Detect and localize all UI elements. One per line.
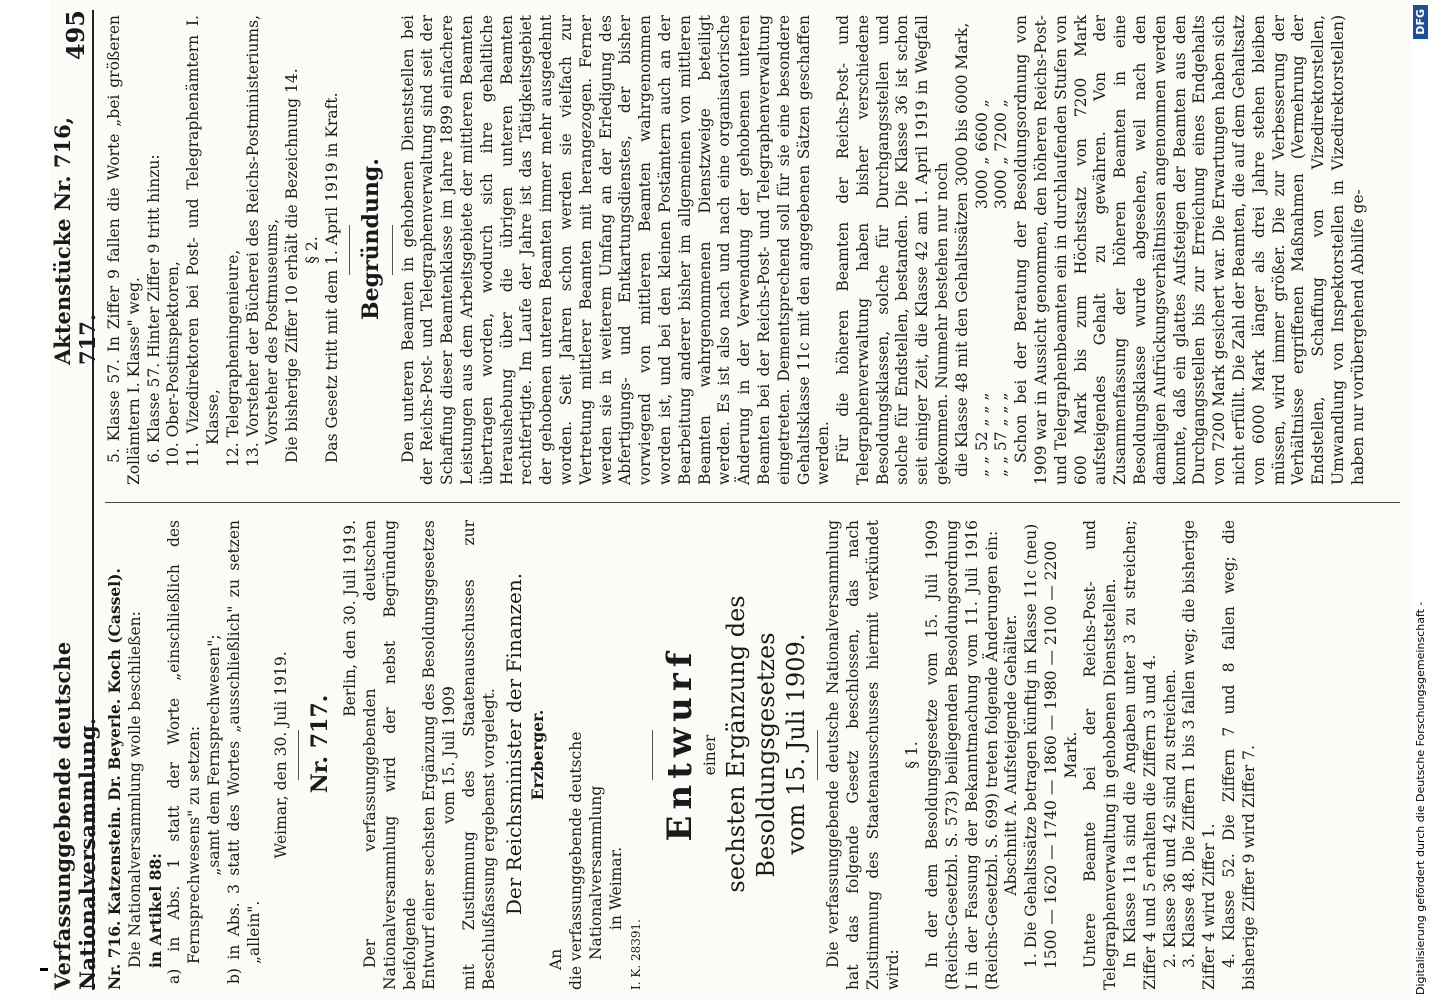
divider-rule: [652, 730, 653, 780]
salary-row-52: [973, 15, 993, 485]
address-line-3: in Weimar.: [606, 846, 625, 930]
subitem-10: 10. Ober-Postinspektoren,: [164, 261, 183, 467]
address-line-2: Nationalversammlung: [586, 785, 605, 960]
scan-mark: [40, 968, 48, 971]
nr716-item-a-quote: „samt dem Fernsprechwesen";: [204, 634, 223, 876]
paragraph-2-text: Das Gesetz tritt mit dem 1. April 1919 in Kraft.: [322, 92, 341, 463]
item-5: 5. Klasse 57. In Ziffer 9 fallen die Worte „bei größeren Zollämtern I. Klasse" weg.: [105, 15, 143, 485]
nr716-artikel: in Artikel 88:: [145, 853, 165, 968]
begruendung-paragraph-2: Für die höheren Beamten der Reichs-Post- und Telegraphenverwaltung haben bisher verschiedene Besoldungsklassen, solche für Durchgangsstellen und solche für Endstellen, bestanden. Die Klasse 36 ist schon seit einiger Zeit, die Klasse 42 am 1. April 1919 in Wegfall gekommen. Nunmehr bestehen nur noch: [834, 15, 952, 485]
document-page: [50, 0, 1410, 1000]
salary-label: „ „ 57 „ „ „: [992, 392, 1011, 477]
subitem-11: 11. Vizedirektoren bei Post- und Telegraphenämtern I. Klasse,: [184, 15, 222, 467]
abschnitt-heading: Abschnitt A. Aufsteigende Gehälter.: [1002, 614, 1021, 896]
law-intro: Die verfassunggebende deutsche Nationalversammlung hat das folgende Gesetz beschlossen, das nach Zustimmung des Staatenausschusses hiermit verkündet wird:: [824, 520, 902, 990]
salary-values: 3000 „ 6600 „: [972, 99, 991, 209]
entwurf-subtitle-1: sechsten Ergänzung des Besoldungsgesetzes: [722, 595, 781, 893]
digitization-note: [1413, 5, 1428, 995]
salary-label: „ „ 52 „ „ „: [972, 392, 991, 477]
header-documents: Aktenstücke Nr. 716, 717.: [50, 116, 100, 366]
nr717-date: Berlin, den 30. Juli 1919.: [341, 520, 360, 717]
nr716-item-b: b) in Abs. 3 statt des Wortes „ausschließlich" zu setzen „allein".: [224, 520, 263, 984]
salary-label: die Klasse 48 mit den Gehaltssätzen: [952, 192, 971, 477]
item-6: 6. Klasse 57. Hinter Ziffer 9 tritt hinzu:: [144, 154, 163, 463]
item-4: 4. Klasse 52. Die Ziffern 7 und 8 fallen weg; die bisherige Ziffer 9 wird Ziffer 7.: [1220, 520, 1258, 990]
page-header: [50, 10, 100, 990]
nr716-date: Weimar, den 30. Juli 1919.: [272, 651, 291, 859]
salary-values: 3000 bis 6000 Mark,: [952, 22, 971, 187]
item-3: 3. Klasse 48. Die Ziffern 1 bis 3 fallen weg; die bisherige Ziffer 4 wird Ziffer 1.: [1180, 520, 1219, 990]
nr716-item-a: a) in Abs. 1 statt der Worte „einschließlich des Fernsprechwesens" zu setzen:: [165, 520, 204, 984]
subitem-13: 13. Vorsteher der Bücherei des Reichs-Postministeriums, Vorsteher des Postmuseums,: [243, 15, 282, 467]
dfg-badge: DFG: [1413, 5, 1428, 39]
subitem-12: 12. Telegrapheningenieure,: [223, 249, 242, 467]
subitem-renumber: Die bisherige Ziffer 10 erhält die Bezeichnung 14.: [283, 68, 302, 463]
nr717-paragraph-3: mit Zustimmung des Staatenausschusses zur Beschlußfassung ergebenst vorgelegt.: [459, 520, 498, 990]
paragraph-2-title: § 2.: [302, 236, 321, 264]
begruendung-paragraph-3: Schon bei der Beratung der Besoldungsordnung von 1909 war in Aussicht genommen, den höheren Reichs-Post- und Telegraphenbeamten ein in durchlaufenden Stufen von 600 Mark bis zum Höchstsatz von 7200 Mark aufsteigendes Gehalt zu gewähren. Von der Zusammenfassung der höheren Beamten in eine Besoldungsklasse wurde abgesehen, weil nach den damaligen Aufrückungsverhältnissen angenommen werden konnte, daß ein glattes Aufsteigen der Beamten aus den Durchgangsstellen bis zur Erreichung eines Endgehalts von 7200 Mark gesichert war. Die Erwartungen haben sich nicht erfüllt. Die Zahl der Beamten, die auf dem Gehaltsatz von 6000 Mark länger als drei Jahre stehen bleiben müssen, wird immer größer. Die zur Verbesserung der Verhältnisse ergriffenen Maßnahmen (Vermehrung der Endstellen, Schaffung von Vizedirektorstellen, Umwandlung von Inspektorstellen in Vizedirektorstellen) haben nur vorübergehend Abhilfe ge-: [1012, 15, 1367, 485]
begruendung-paragraph-1: Den unteren Beamten in gehobenen Dienststellen bei der Reichs-Post- und Telegraphenverwaltung sind seit der Schaffung dieser Beamtenklasse im Jahre 1899 einfachere Leistungen aus dem Arbeitsgebiete der mittleren Beamten übertragen worden, wodurch sich ihre gehaltliche Heraushebung über die übrigen unteren Beamten rechtfertigte. Im Laufe der Jahre ist das Tätigkeitsgebiet der gehobenen unteren Beamten immer mehr ausgedehnt worden. Seit Jahren schon werden sie vielfach zur Vertretung mittlerer Beamten mit herangezogen. Ferner werden sie in weiterem Umfang an der Erledigung des Abfertigungs- und Entkartungsdienstes, der bisher vorwiegend von mittleren Beamten wahrgenommen worden ist, und bei den kleinen Postämtern auch an der Bearbeitung anderer bisher im allgemeinen von mittleren Beamten wahrgenommenen Dienstzweige beteiligt werden. Es ist also nach und nach eine organisatorische Änderung in der Verwendung der gehobenen unteren Beamten bei der Reichs-Post- und Telegraphenverwaltung eingetreten. Dementsprechend soll für sie eine besondere Gehaltsklasse 11c mit den angegebenen Sätzen geschaffen werden.: [398, 15, 833, 485]
item-1: 1. Die Gehaltssätze betragen künftig in Klasse 11c (neu): [1022, 523, 1041, 968]
minister-name: Erzberger.: [527, 709, 547, 801]
salary-values: 3000 „ 7200 „: [992, 99, 1011, 209]
paragraph-1-title: § 1.: [903, 741, 922, 769]
address-line-1: die verfassunggebende deutsche: [567, 731, 586, 990]
reference-number: I. K. 28391.: [628, 919, 643, 990]
left-column: [105, 520, 1400, 990]
divider-rule: [349, 225, 350, 275]
nr717-heading: Nr. 717.: [307, 694, 334, 794]
divider-rule: [392, 225, 393, 275]
item-1-continued-2: In Klasse 11a sind die Angaben unter 3 zu streichen; Ziffer 4 und 5 erhalten die Ziffern 3 und 4.: [1121, 520, 1159, 990]
right-column: [105, 15, 1400, 485]
entwurf-title: Entwurf: [660, 646, 701, 842]
column-divider: [105, 502, 1400, 503]
divider-rule: [817, 730, 818, 780]
nr716-heading: Nr. 716. Katzenstein. Dr. Beyerle. Koch (Cassel).: [105, 568, 124, 990]
item-1-values: 1500 — 1620 — 1740 — 1860 — 1980 — 2100 — 2200 Mark.: [1041, 540, 1080, 970]
nr716-intro: Die Nationalversammlung wolle beschließen:: [125, 611, 144, 968]
paragraph-1-text: In der dem Besoldungsgesetze vom 15. Juli 1909 (Reichs-Gesetzbl. S. 573) beiliegenden Besoldungsordnung I in der Fassung der Bekanntmachung vom 11. Juli 1916 (Reichs-Gesetzbl. S. 699) treten folgende Änderungen ein:: [923, 520, 1001, 990]
begruendung-heading: Begründung.: [357, 158, 384, 320]
address-an: An: [547, 948, 566, 970]
entwurf-einer: einer: [701, 734, 720, 776]
item-2: 2. Klasse 36 und 42 sind zu streichen.: [1160, 669, 1179, 968]
nr717-paragraph-1: Der verfassunggebenden deutschen Nationalversammlung wird der nebst Begründung beifolgende: [360, 520, 419, 990]
item-1-continued: Untere Beamte bei der Reichs-Post- und Telegraphenverwaltung in gehobenen Dienststellen.: [1081, 520, 1120, 990]
nr717-paragraph-2: Entwurf einer sechsten Ergänzung des Besoldungsgesetzes vom 15. Juli 1909: [420, 520, 459, 990]
minister-title: Der Reichsminister der Finanzen.: [501, 572, 526, 916]
salary-row-48: [953, 15, 973, 485]
digitization-text: Digitalisierung gefördert durch die Deutsche Forschungsgemeinschaft -: [1414, 601, 1427, 995]
entwurf-subtitle-2: vom 15. Juli 1909.: [782, 633, 811, 855]
page-number: 495: [60, 10, 90, 61]
header-title: Verfassunggebende deutsche Nationalversammlung.: [50, 641, 100, 990]
salary-row-57: [992, 15, 1012, 485]
divider-rule: [298, 730, 299, 780]
